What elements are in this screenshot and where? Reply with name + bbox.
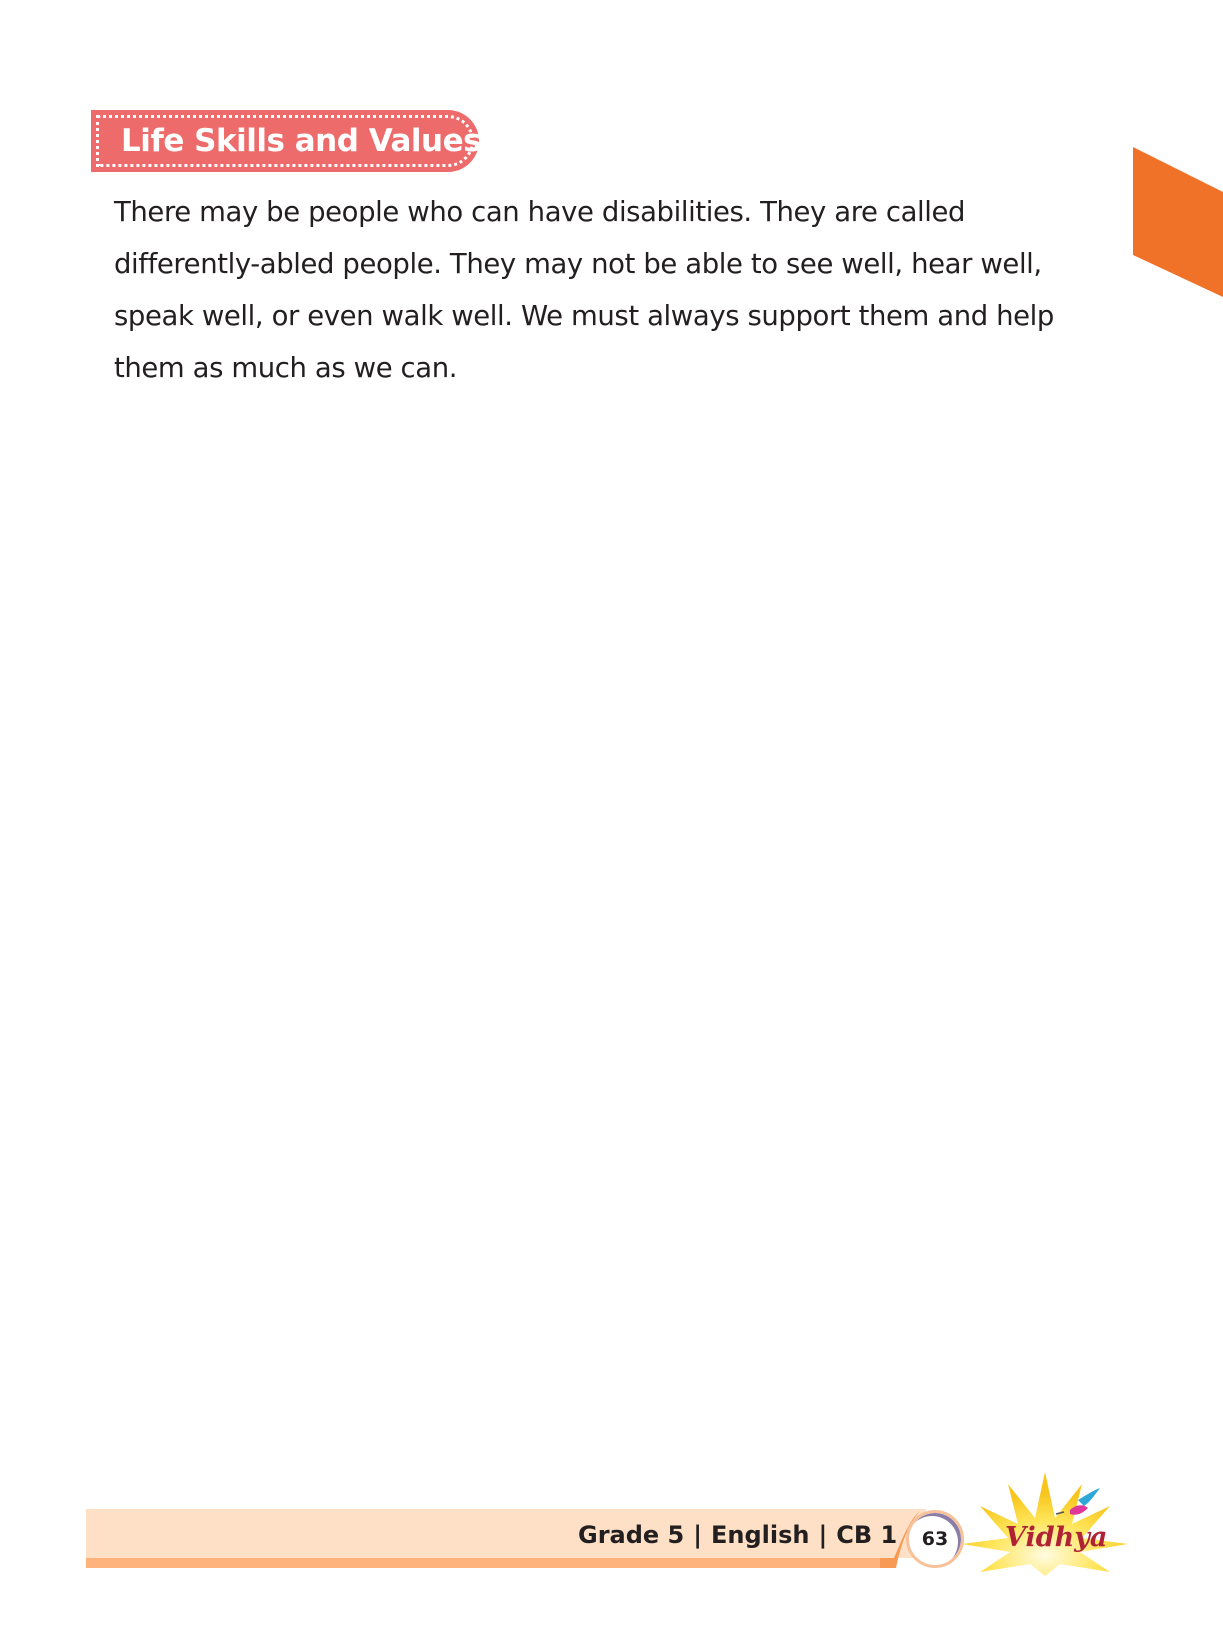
paragraph-line: them as much as we can. — [114, 352, 458, 384]
footer-separator: | — [693, 1521, 703, 1549]
footer-subject: English — [711, 1521, 810, 1549]
footer-book: CB 1 — [836, 1521, 898, 1549]
paragraph-line: There may be people who can have disabilities. They are called — [114, 196, 966, 228]
footer-strip — [86, 1558, 896, 1568]
corner-tab-decoration — [1133, 147, 1223, 297]
page-number: 63 — [906, 1510, 964, 1568]
paragraph-line: speak well, or even walk well. We must always support them and help — [114, 300, 1054, 332]
body-paragraph — [114, 186, 1124, 394]
footer-grade: Grade 5 — [578, 1521, 685, 1549]
logo-text: Vidhya — [1005, 1522, 1108, 1553]
paragraph-line: differently-abled people. They may not be able to see well, hear well, — [114, 248, 1042, 280]
footer-separator: | — [818, 1521, 828, 1549]
section-title: Life Skills and Values — [121, 123, 482, 159]
footer-course-info — [578, 1509, 897, 1558]
section-heading-tag — [91, 110, 482, 172]
